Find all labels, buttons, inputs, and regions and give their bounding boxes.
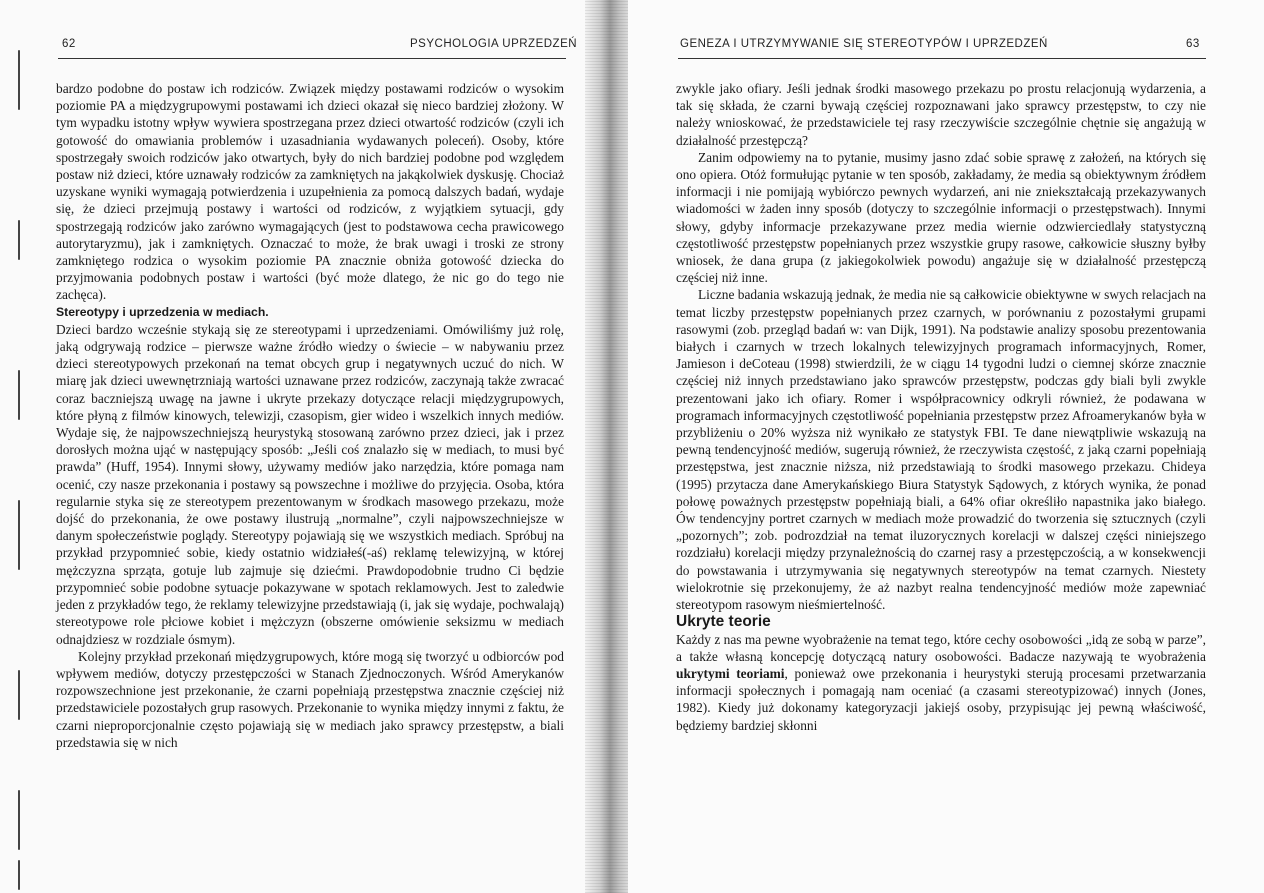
header-rule-right [678,58,1206,59]
paragraph: bardzo podobne do postaw ich rodziców. Związek między postawami rodziców o wysokim poziomie PA a międzygrupowymi postawami ich dzieci okazał się nieco bardziej złożony. W tym wypadku istotny wpływ wywiera spostrzegana przez dzieci otwartość rodziców (czyli ich gotowość do omawiania problemów i uzasadniania wydawanych poleceń). Osoby, które spostrzegały swoich rodziców jako otwartych, były do nich bardziej podobne pod względem postaw niż dzieci, które uznawały rodziców za zamkniętych na jakąkolwiek dyskusję. Chociaż uzyskane wyniki wymagają potwierdzenia i uzupełnienia za pomocą dalszych badań, wydaje się, że dzieci przejmują postawy i wartości od rodziców, z wyjątkiem sytuacji, gdy spostrzegają rodziców jako zarówno wymagających (jest to podstawowa cecha prawicowego autorytaryzmu), jak i zamkniętych. Oznaczać to może, że brak uwagi i troski ze strony zamkniętego rodzica o wysokim poziomie PA znacznie obniża gotowość dziecka do przyjmowania podobnych postaw i wartości (być może dlatego, że nic go do tego nie zachęca). [56,81,564,303]
header-rule-left [58,58,566,59]
paragraph-text: Każdy z nas ma pewne wyobrażenie na temat tego, które cechy osobowości „idą ze sobą w parze”, a także własną koncepcję dotyczącą natury osobowości. Badacze nazywają te wyobrażenia [676,631,1206,664]
key-term: ukrytymi teoriami [676,665,785,681]
paragraph: Kolejny przykład przekonań międzygrupowych, które mogą się tworzyć u odbiorców pod wpływem mediów, dotyczy przestępczości w Stanach Zjednoczonych. Wśród Amerykanów rozpowszechnione jest przekonanie, że czarni popełniają przestępstwa znacznie częściej niż przedstawiciele pozostałych grup rasowych. Przekonanie to wynika między innymi z faktu, że czarni nieproporcjonalnie często pojawiają się w mediach jako sprawcy przestępstw, a biali przedstawia się w nich [56,648,564,750]
left-text-column [56,80,564,751]
section-heading: Ukryte teorie [676,613,771,631]
right-page [628,0,1264,893]
binding-marks [14,50,28,890]
paragraph-text: , ponieważ owe przekonania i heurystyki sterują procesami przetwarzania informacji społecznych i pomagają nam oceniać (a czasami stereotypizować) innych (Jones, 1982). Kiedy już dokonamy kategoryzacji jakiejś osoby, przypisując jej pewną właściwość, będziemy bardziej skłonni [676,665,1206,733]
subheading: Stereotypy i uprzedzenia w mediach. [56,304,269,319]
page-number-right: 63 [1186,38,1200,50]
left-page [0,0,596,893]
running-head-left: PSYCHOLOGIA UPRZEDZEŃ [410,38,578,50]
paragraph: Zanim odpowiemy na to pytanie, musimy jasno zdać sobie sprawę z założeń, na których się ono opiera. Otóż formułując pytanie w ten sposób, zakładamy, że media są obiektywnym źródłem informacji i nie pomijają wybiórczo pewnych wydarzeń, ani nie zniekształcają przekazywanych wiadomości w żaden inny sposób (dotyczy to szczególnie informacji o przestępstwach). Innymi słowy, gdyby informacje przekazywane przez media wiernie odzwierciedlały statystyczną częstotliwość przestępstw popełnianych przez wszystkie grupy rasowe, całkowicie słuszny byłby wniosek, że dana grupa (z jakiegokolwiek powodu) angażuje się w działalność przestępczą częściej niż inne. [676,149,1206,286]
paragraph [676,631,1206,734]
paragraph: zwykle jako ofiary. Jeśli jednak środki masowego przekazu po prostu relacjonują wydarzenia, a tak się składa, że czarni bywają częściej rozpoznawani jako sprawcy przestępstw, to czy nie należy wnioskować, że przedstawiciele tej rasy rzeczywiście szczególnie chętnie się angażują w działalność przestępczą? [676,81,1206,148]
page-number-left: 62 [62,38,76,50]
paragraph: Liczne badania wskazują jednak, że media nie są całkowicie obiektywne w swych relacjach na temat liczby przestępstw popełnianych przez czarnych, w porównaniu z pozostałymi grupami rasowymi (zob. przegląd badań w: van Dijk, 1991). Na podstawie analizy sposobu prezentowania białych i czarnych w trzech lokalnych telewizyjnych programach informacyjnych, Romer, Jamieson i deCoteau (1998) stwierdzili, że w ciągu 14 tygodni ludzi o ciemnej skórze znacznie częściej niż innych przedstawiano jako sprawców przestępstw, podczas gdy biali byli zwykle prezentowani jako ich ofiary. Romer i współpracownicy odkryli również, że podawana w programach informacyjnych częstotliwość popełniania przestępstw przez Afroamerykanów była w przybliżeniu o 20% wyższa niż wynikało ze statystyk FBI. Te dane niewątpliwie wskazują na pewną tendencyjność mediów, sugerują również, że rzeczywista częstość, z jaką czarni popełniają przestępstwa, jest znacznie niższa, niż przedstawiają to środki masowego przekazu. Chideya (1995) przytacza dane Amerykańskiego Biura Statystyk Sądowych, z których wynika, że ponad połowę poważnych przestępstw popełniają biali, a 64% ofiar określiło napastnika jako białego. Ów tendencyjny portret czarnych w mediach może prowadzić do tworzenia się sztucznych (czyli „pozornych”; zob. podrozdział na temat iluzorycznych korelacji w dalszej części niniejszego rozdziału) korelacji między przynależnością do czarnej rasy a przestępczością, a w konsekwencji do powstawania i utrzymywania się negatywnych stereotypów na temat czarnych. Niestety wielokrotnie się przekonujemy, że aż nazbyt realna tendencyjność mediów może zapewniać stereotypom rasowym nieśmiertelność. [676,287,1206,613]
running-head-right: GENEZA I UTRZYMYWANIE SIĘ STEREOTYPÓW I UPRZEDZEŃ [680,38,1048,50]
paragraph: Dzieci bardzo wcześnie stykają się ze stereotypami i uprzedzeniami. Omówiliśmy już rolę, jaką odgrywają rodzice – pierwsze ważne źródło wiedzy o świecie – w nabywaniu przez dzieci stereotypowych przekonań na temat obcych grup i negatywnych uczuć do nich. W miarę jak dzieci uwewnętrzniają wartości uznawane przez rodziców, zaczynają także zwracać coraz baczniejszą uwagę na jawne i ukryte przekazy dotyczące relacji międzygrupowych, które płyną z filmów kinowych, telewizji, czasopism, gier wideo i wszelkich innych mediów. Wydaje się, że najpowszechniejszą heurystyką stosowaną zarówno przez dzieci, jak i przez dorosłych można ująć w następujący sposób: „Jeśli coś znalazło się w mediach, to musi być prawda” (Huff, 1954). Innymi słowy, używamy mediów jako narzędzia, które pomaga nam ocenić, czy nasze przekonania i postawy są powszechne i możliwe do przyjęcia. Osoba, która regularnie styka się ze stereotypem prezentowanym w środkach masowego przekazu, może dojść do przekonania, że owe postawy ilustrują „normalne”, czyli najpowszechniejsze w danym społeczeństwie poglądy. Stereotypy pojawiają się we wszystkich mediach. Spróbuj na przykład przypomnieć sobie, kiedy ostatnio widziałeś(-aś) reklamę telewizyjną, w której mężczyzna sprząta, gotuje lub zajmuje się dziećmi. Prawdopodobnie trudno Ci będzie przypomnieć sobie podobne sytuacje pokazywane w spotach reklamowych. Jest to zaledwie jeden z przykładów tego, że reklamy telewizyjne przedstawiają (i, jak się wydaje, pochwalają) stereotypowe role płciowe kobiet i mężczyzn (obszerne omówienie seksizmu w mediach odnajdziesz w rozdziale ósmym). [56,321,564,647]
right-text-column [676,80,1206,734]
